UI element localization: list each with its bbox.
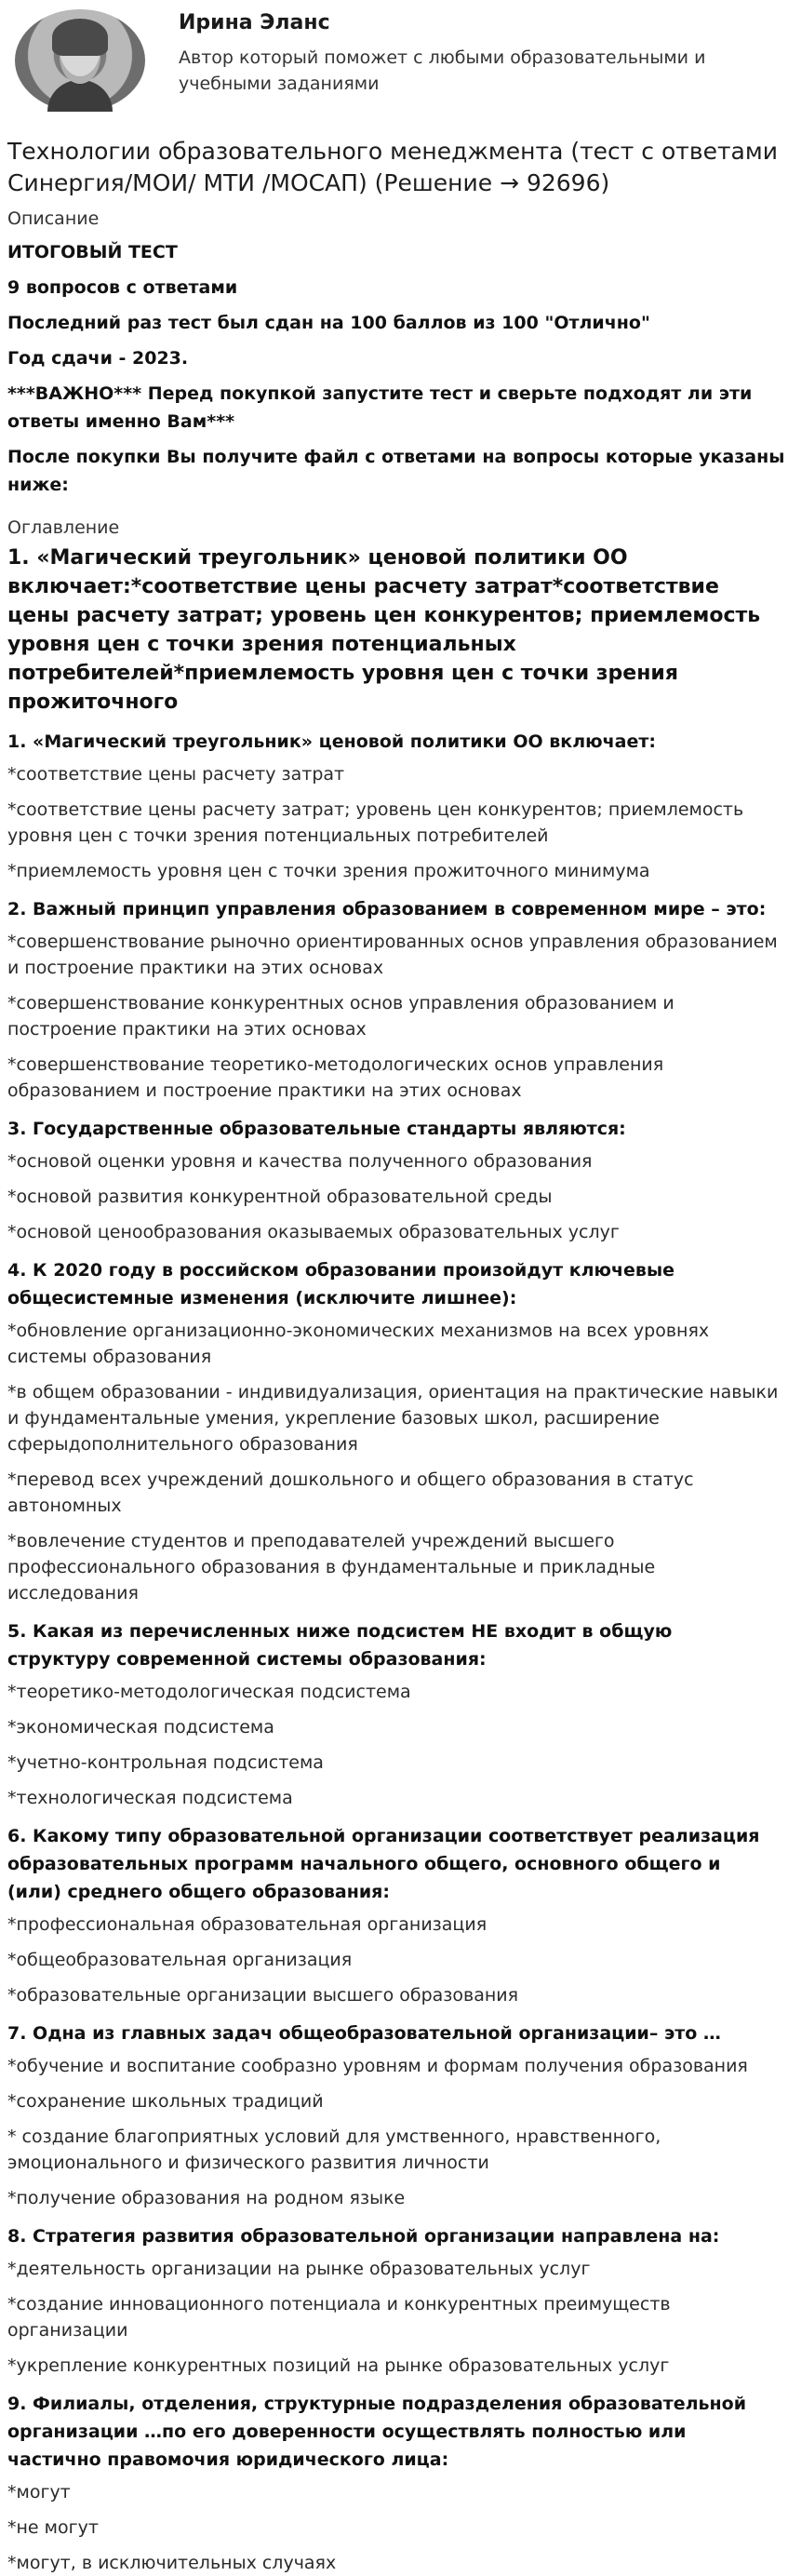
answer-option: *могут (7, 2482, 71, 2502)
question-text: 6. Какому типу образовательной организации соответствует реализация образовательных программ начального общего, основного общего и (или) среднего общего образования: (7, 1826, 760, 1902)
answer-option: *соответствие цены расчету затрат; уровень цен конкурентов; приемлемость уровня цен с точки зрения потенциальных потребителей (7, 799, 744, 846)
answer-option: *перевод всех учреждений дошкольного и общего образования в статус автономных (7, 1469, 694, 1516)
answer-option: *учетно-контрольная подсистема (7, 1752, 324, 1773)
answer-option: *обучение и воспитание сообразно уровням и формам получения образования (7, 2056, 748, 2076)
answer-option: *основой оценки уровня и качества полученного образования (7, 1151, 593, 1172)
answer-option: *основой развития конкурентной образовательной среды (7, 1187, 553, 1207)
question-text: 9. Филиалы, отделения, структурные подразделения образовательной организации …по его доверенности осуществлять полностью или частично правомочия юридического лица: (7, 2394, 747, 2470)
answer-option: *технологическая подсистема (7, 1788, 293, 1808)
question-block (7, 2222, 788, 2379)
question-block (7, 895, 788, 1104)
intro-line: ***ВАЖНО*** Перед покупкой запустите тест и сверьте подходят ли эти ответы именно Вам*** (7, 383, 753, 432)
avatar[interactable] (15, 9, 145, 112)
answer-option: *теоретико-методологическая подсистема (7, 1682, 411, 1702)
answer-option: *вовлечение студентов и преподавателей учреждений высшего профессионального образования в фундаментальные и прикладные исследования (7, 1531, 656, 1603)
answer-option: *в общем образовании - индивидуализация, ориентация на практические навыки и фундаментальные умения, укрепление базовых школ, расширение сферыдополнительного образования (7, 1382, 779, 1455)
question-text: 8. Стратегия развития образовательной организации направлена на: (7, 2226, 720, 2247)
question-text: 4. К 2020 году в российском образовании произойдут ключевые общесистемные изменения (исключите лишнее): (7, 1260, 675, 1308)
avatar-hair-shape (52, 19, 108, 56)
question-block (7, 1256, 788, 1606)
answer-option: *деятельность организации на рынке образовательных услуг (7, 2259, 591, 2279)
intro-line: 9 вопросов с ответами (7, 277, 238, 298)
page-title: Технологии образовательного менеджмента (тест с ответами Синергия/МОИ/ МТИ /МОСАП) (Решение → 92696) (7, 138, 778, 196)
intro-line: Год сдачи - 2023. (7, 348, 189, 369)
answer-option: *получение образования на родном языке (7, 2188, 406, 2208)
answer-option: *совершенствование рыночно ориентированных основ управления образованием и построение практики на этих основах (7, 932, 778, 978)
answer-option: *могут, в исключительных случаях (7, 2553, 337, 2573)
answer-option: *совершенствование конкурентных основ управления образованием и построение практики на этих основах (7, 993, 674, 1040)
question-block (7, 1617, 788, 1811)
intro-block (7, 238, 788, 499)
answer-option: *сохранение школьных традиций (7, 2091, 324, 2112)
question-text: 1. «Магический треугольник» ценовой политики ОО включает: (7, 731, 656, 752)
questions-list (7, 728, 788, 2576)
answer-option: *экономическая подсистема (7, 1717, 274, 1737)
answer-option: *обновление организационно-экономических механизмов на всех уровнях системы образования (7, 1321, 710, 1367)
answer-option: *профессиональная образовательная организация (7, 1914, 487, 1935)
intro-line: ИТОГОВЫЙ ТЕСТ (7, 242, 178, 262)
answer-option: *соответствие цены расчету затрат (7, 764, 345, 785)
question-block (7, 1822, 788, 2008)
answer-option: *не могут (7, 2517, 99, 2538)
answer-option: *основой ценообразования оказываемых образовательных услуг (7, 1222, 620, 1242)
question-text: 5. Какая из перечисленных ниже подсистем НЕ входит в общую структуру современной системы образования: (7, 1621, 673, 1670)
question-block (7, 1115, 788, 1245)
question-block (7, 2390, 788, 2576)
toc-label: Оглавление (7, 517, 120, 538)
answer-option: * создание благоприятных условий для умственного, нравственного, эмоционального и физического развития личности (7, 2127, 661, 2173)
toc-heading: 1. «Магический треугольник» ценовой политики ОО включает:*соответствие цены расчету затрат*соответствие цены расчету затрат; уровень цен конкурентов; приемлемость уровня цен с точки зрения потенциальных потребителей*приемлемость уровня цен с точки зрения прожиточного (7, 546, 761, 714)
question-text: 2. Важный принцип управления образованием в современном мире – это: (7, 899, 767, 919)
author-name[interactable]: Ирина Эланс (179, 11, 330, 34)
author-card[interactable] (7, 0, 788, 130)
intro-line: Последний раз тест был сдан на 100 баллов из 100 "Отлично" (7, 313, 650, 333)
answer-option: *образовательные организации высшего образования (7, 1985, 519, 2006)
avatar-body-shape (47, 80, 113, 112)
description-label: Описание (7, 208, 100, 229)
answer-option: *приемлемость уровня цен с точки зрения прожиточного минимума (7, 861, 650, 881)
question-text: 7. Одна из главных задач общеобразовательной организации– это … (7, 2023, 721, 2044)
author-description: Автор который поможет с любыми образовательными и учебными заданиями (179, 47, 706, 94)
answer-option: *создание инновационного потенциала и конкурентных преимуществ организации (7, 2294, 671, 2341)
question-block (7, 2019, 788, 2211)
question-text: 3. Государственные образовательные стандарты являются: (7, 1119, 626, 1139)
answer-option: *общеобразовательная организация (7, 1950, 353, 1970)
answer-option: *совершенствование теоретико-методологических основ управления образованием и построение практики на этих основах (7, 1054, 664, 1101)
answer-option: *укрепление конкурентных позиций на рынке образовательных услуг (7, 2355, 670, 2376)
question-block (7, 728, 788, 884)
intro-line: После покупки Вы получите файл с ответами на вопросы которые указаны ниже: (7, 447, 785, 495)
